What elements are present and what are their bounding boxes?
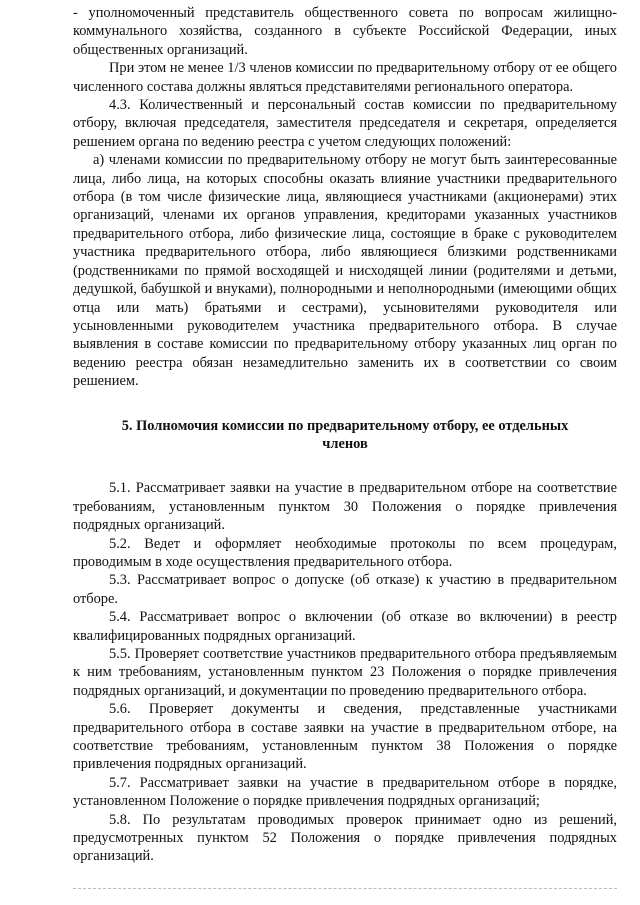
item-5-1: 5.1. Рассматривает заявки на участие в предварительном отборе на соответствие требованиям, установленным пунктом 30 Положения о порядке привлечения подрядных организаций. — [73, 480, 617, 534]
item-5-5: 5.5. Проверяет соответствие участников предварительного отбора предъявляемым к ним требованиям, установленным пунктом 23 Положения о порядке привлечения подрядных организаций, и документации по проведению предварительного отбора. — [73, 646, 617, 699]
paragraph-4-3: 4.3. Количественный и персональный состав комиссии по предварительному отбору, включая председателя, заместителя председателя и секретаря, определяется решением органа по ведению реестра с учетом следующих положений: — [73, 97, 617, 150]
paragraph-4-3-a: а) членами комиссии по предварительному отбору не могут быть заинтересованные лица, либо лица, на которых способны оказать влияние участники предварительного отбора (в том числе физические лица, являющиеся участниками (акционерами) этих организаций, членами их органов управления, кредиторами указанных участников предварительного отбора, либо физические лица, состоящие в браке с руководителем участника предварительного отбора, либо являющиеся близкими родственниками (родственниками по прямой восходящей и нисходящей линии (родителями и детьми, дедушкой, бабушкой и внуками), полнородными и неполнородными (имеющими общих отца или мать) братьями и сестрами), усыновителями руководителя или усыновленными руководителем участника предварительного отбора. В случае выявления в составе комиссии по предварительному отбору указанных лиц орган по ведению реестра обязан незамедлительно заменить их в соответствии со своим решением. — [73, 152, 617, 390]
paragraph-one-third-rule: При этом не менее 1/3 членов комиссии по предварительному отбору от ее общего численного состава должны являться представителями регионального оператора. — [73, 60, 617, 95]
page-bottom-edge — [73, 888, 617, 889]
item-5-6: 5.6. Проверяет документы и сведения, представленные участниками предварительного отбора в составе заявки на участие в предварительном отборе, на соответствие требованиям, установленным пунктом 38 Положения о порядке привлечения подрядных организаций. — [73, 701, 617, 773]
item-5-2: 5.2. Ведет и оформляет необходимые протоколы по всем процедурам, проводимым в ходе осуществления предварительного отбора. — [73, 535, 617, 570]
item-5-3: 5.3. Рассматривает вопрос о допуске (об отказе) к участию в предварительном отборе. — [73, 572, 617, 607]
item-5-4: 5.4. Рассматривает вопрос о включении (об отказе во включении) в реестр квалифицированных подрядных организаций. — [73, 609, 617, 644]
section-5-heading: 5. Полномочия комиссии по предварительному отбору, ее отдельных членов — [121, 417, 569, 452]
item-5-8: 5.8. По результатам проводимых проверок принимает одно из решений, предусмотренных пунктом 52 Положения о порядке привлечения подрядных организаций. — [73, 811, 617, 865]
paragraph-representative: - уполномоченный представитель общественного совета по вопросам жилищно-коммунального хозяйства, созданного в субъекте Российской Федерации, иных общественных организаций. — [73, 5, 617, 58]
item-5-7: 5.7. Рассматривает заявки на участие в предварительном отборе в порядке, установленном Положение о порядке привлечения подрядных организаций; — [73, 774, 617, 810]
document-body — [73, 4, 617, 866]
